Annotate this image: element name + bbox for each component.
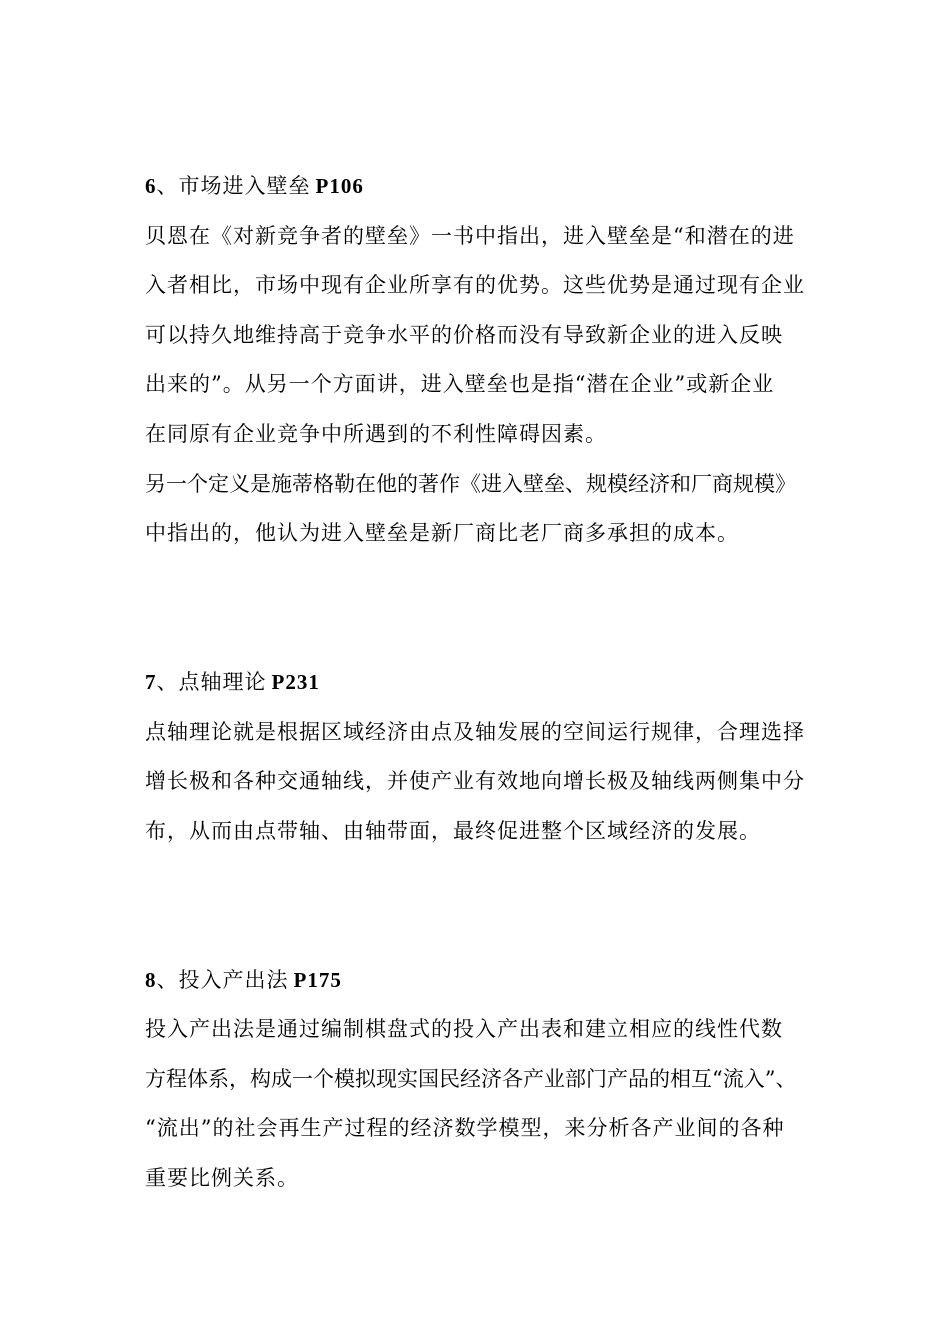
- section-8-heading: [145, 966, 342, 994]
- section-title: 投入产出法: [178, 968, 289, 992]
- section-number: 8: [145, 968, 157, 992]
- section-title: 点轴理论: [178, 670, 267, 694]
- paragraph-line: 入者相比，市场中现有企业所享有的优势。这些优势是通过现有企业: [145, 273, 805, 297]
- paragraph-line: 投入产出法是通过编制棋盘式的投入产出表和建立相应的线性代数: [145, 1017, 783, 1041]
- page-reference: P106: [315, 174, 364, 198]
- paragraph-line: 点轴理论就是根据区域经济由点及轴发展的空间运行规律，合理选择: [145, 720, 805, 744]
- section-separator: 、: [156, 670, 179, 694]
- paragraph-line: “流出”的社会再生产过程的经济数学模型，来分析各产业间的各种: [145, 1116, 785, 1140]
- paragraph-line: 另一个定义是施蒂格勒在他的著作《进入壁垒、规模经济和厂商规模》: [145, 472, 796, 496]
- paragraph-line: 布，从而由点带轴、由轴带面，最终促进整个区域经济的发展。: [145, 819, 761, 843]
- paragraph-line: 可以持久地维持高于竞争水平的价格而没有导致新企业的进入反映: [145, 323, 783, 347]
- paragraph-line: 方程体系，构成一个模拟现实国民经济各产业部门产品的相互“流入”、: [145, 1067, 797, 1091]
- section-separator: 、: [156, 968, 179, 992]
- paragraph-line: 重要比例关系。: [145, 1166, 299, 1190]
- section-number: 7: [145, 670, 157, 694]
- paragraph-line: 在同原有企业竞争中所遇到的不利性障碍因素。: [145, 422, 607, 446]
- section-separator: 、: [156, 174, 179, 198]
- paragraph-line: 出来的”。从另一个方面讲，进入壁垒也是指“潜在企业”或新企业: [145, 372, 775, 396]
- paragraph-line: 贝恩在《对新竞争者的壁垒》一书中指出，进入壁垒是“和潜在的进: [145, 224, 795, 248]
- section-7-heading: [145, 668, 320, 696]
- page-reference: P231: [271, 670, 320, 694]
- page-reference: P175: [293, 968, 342, 992]
- section-6-heading: [145, 172, 364, 200]
- section-title: 市场进入壁垒: [178, 174, 311, 198]
- paragraph-line: 增长极和各种交通轴线，并使产业有效地向增长极及轴线两侧集中分: [145, 769, 805, 793]
- section-number: 6: [145, 174, 157, 198]
- paragraph-line: 中指出的，他认为进入壁垒是新厂商比老厂商多承担的成本。: [145, 521, 739, 545]
